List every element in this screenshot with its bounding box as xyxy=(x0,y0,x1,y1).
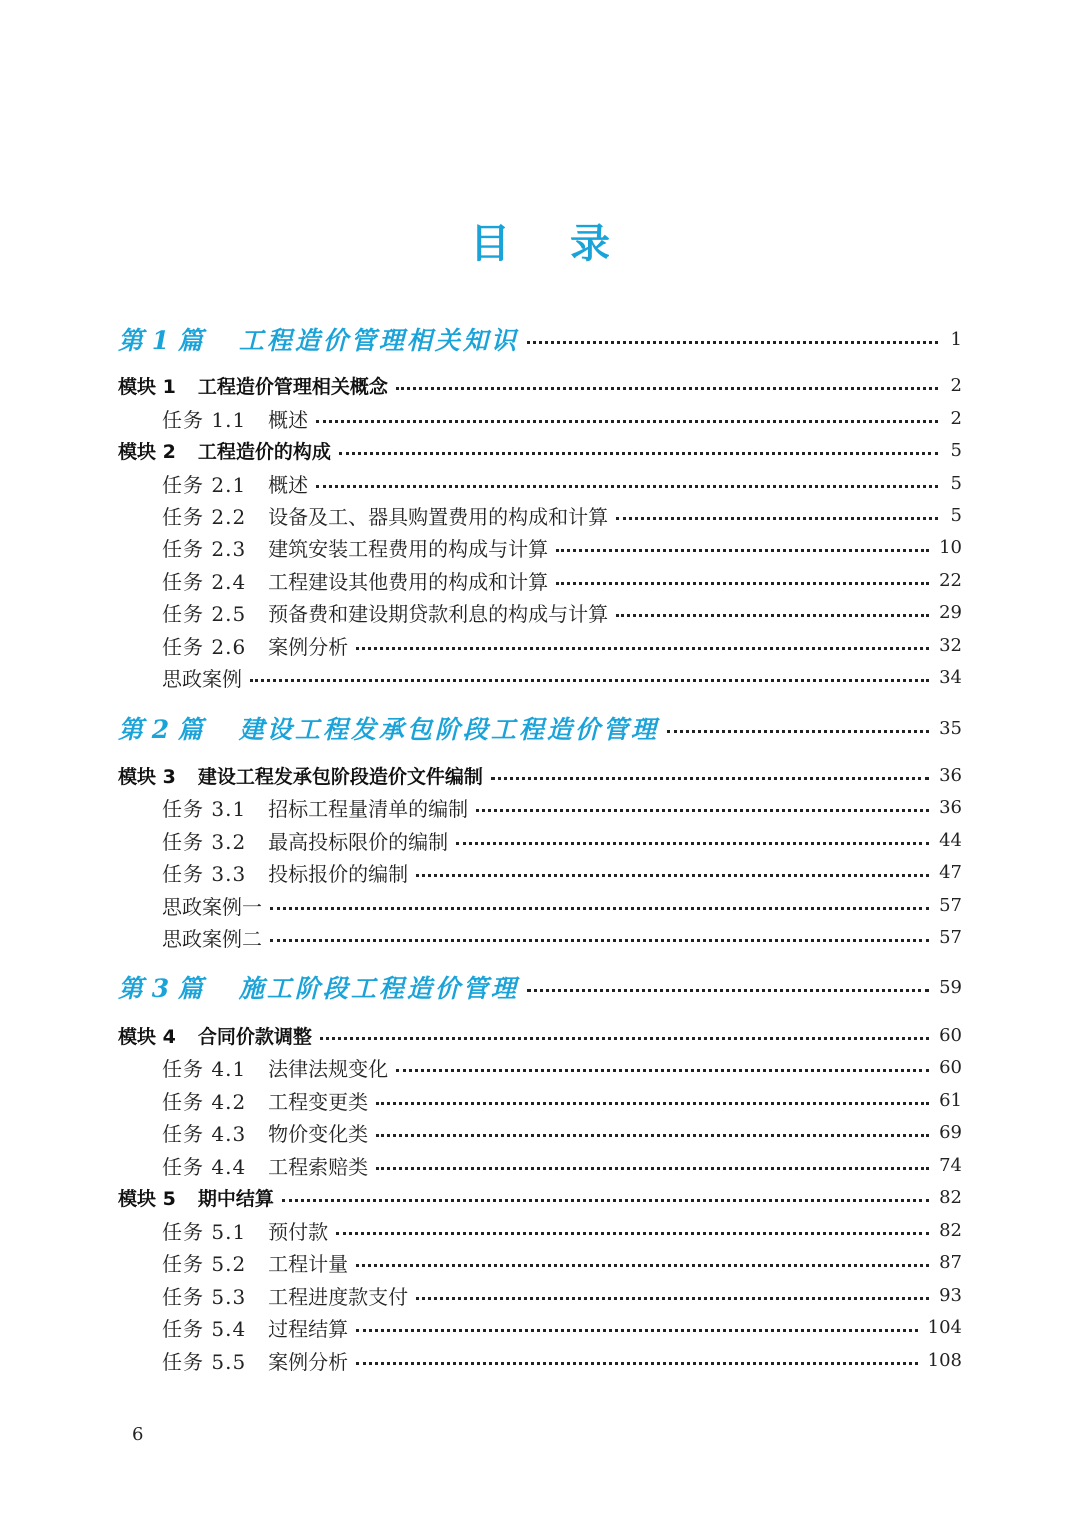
dot-leader xyxy=(320,1037,929,1040)
dot-leader xyxy=(356,1264,929,1267)
dot-leader xyxy=(527,989,929,992)
toc-module-5[interactable] xyxy=(118,1182,962,1212)
toc-task-4-1[interactable] xyxy=(162,1052,962,1082)
toc-task-5-5[interactable] xyxy=(162,1345,962,1375)
page-ref: 1 xyxy=(950,328,962,350)
task-title: 工程建设其他费用的构成和计算 xyxy=(268,569,549,594)
page-ref: 108 xyxy=(927,1349,962,1371)
task-number: 任务 2.4 xyxy=(162,569,247,594)
toc-case-3[interactable] xyxy=(162,922,962,952)
task-title: 建筑安装工程费用的构成与计算 xyxy=(268,536,549,561)
toc-case-1[interactable] xyxy=(162,662,962,692)
case-title: 思政案例 xyxy=(162,666,242,691)
dot-leader xyxy=(396,1069,929,1072)
page-ref: 44 xyxy=(939,829,962,851)
case-title: 思政案例二 xyxy=(162,926,262,951)
dot-leader xyxy=(356,1362,917,1365)
dot-leader xyxy=(416,874,929,877)
module-number: 模块 4 xyxy=(118,1025,176,1048)
dot-leader xyxy=(270,939,929,942)
page-ref: 2 xyxy=(950,407,962,429)
page-ref: 104 xyxy=(927,1316,962,1338)
page-ref: 36 xyxy=(939,764,962,786)
page-ref: 34 xyxy=(939,666,962,688)
dot-leader xyxy=(250,679,929,682)
toc-task-5-2[interactable] xyxy=(162,1247,962,1277)
page-ref: 47 xyxy=(939,861,962,883)
task-number: 任务 5.2 xyxy=(162,1251,247,1276)
module-number: 模块 1 xyxy=(118,375,176,398)
task-number: 任务 2.5 xyxy=(162,601,247,626)
dot-leader xyxy=(396,387,938,390)
module-title: 合同价款调整 xyxy=(197,1025,312,1048)
page-ref: 36 xyxy=(939,796,962,818)
dot-leader xyxy=(356,1329,917,1332)
dot-leader xyxy=(376,1167,929,1170)
toc-module-2[interactable] xyxy=(118,435,962,465)
task-number: 任务 4.2 xyxy=(162,1089,247,1114)
page-ref: 22 xyxy=(939,569,962,591)
page-ref: 35 xyxy=(939,717,962,739)
task-number: 任务 3.1 xyxy=(162,796,247,821)
task-title: 预付款 xyxy=(268,1219,329,1244)
part-number: 第 2 篇 xyxy=(118,715,203,744)
task-title: 工程进度款支付 xyxy=(268,1284,409,1309)
task-number: 任务 2.6 xyxy=(162,634,247,659)
task-title: 最高投标限价的编制 xyxy=(268,829,449,854)
page-ref: 2 xyxy=(950,374,962,396)
toc-task-4-2[interactable] xyxy=(162,1085,962,1115)
toc-task-4-4[interactable] xyxy=(162,1150,962,1180)
part-number: 第 1 篇 xyxy=(118,326,203,355)
toc-title-first: 目 xyxy=(470,220,510,267)
task-number: 任务 4.4 xyxy=(162,1154,247,1179)
toc-task-2-1[interactable] xyxy=(162,468,962,498)
page-ref: 60 xyxy=(939,1056,962,1078)
dot-leader xyxy=(416,1297,929,1300)
dot-leader xyxy=(616,517,938,520)
module-title: 工程造价管理相关概念 xyxy=(197,375,388,398)
task-number: 任务 5.3 xyxy=(162,1284,247,1309)
toc-task-2-3[interactable] xyxy=(162,532,962,562)
page-ref: 10 xyxy=(939,536,962,558)
case-title: 思政案例一 xyxy=(162,894,262,919)
dot-leader xyxy=(356,647,929,650)
module-number: 模块 2 xyxy=(118,440,176,463)
dot-leader xyxy=(556,549,929,552)
toc-task-5-1[interactable] xyxy=(162,1215,962,1245)
task-title: 工程变更类 xyxy=(268,1089,369,1114)
dot-leader xyxy=(491,777,929,780)
part-title: 施工阶段工程造价管理 xyxy=(238,974,519,1003)
dot-leader xyxy=(527,341,938,344)
page-ref: 69 xyxy=(939,1121,962,1143)
task-title: 案例分析 xyxy=(268,1349,349,1374)
module-number: 模块 3 xyxy=(118,765,176,788)
task-number: 任务 3.2 xyxy=(162,829,247,854)
page-ref: 57 xyxy=(939,926,962,948)
dot-leader xyxy=(476,809,929,812)
task-number: 任务 4.3 xyxy=(162,1121,247,1146)
task-number: 任务 4.1 xyxy=(162,1056,247,1081)
part-number: 第 3 篇 xyxy=(118,974,203,1003)
task-title: 设备及工、器具购置费用的构成和计算 xyxy=(268,504,609,529)
module-number: 模块 5 xyxy=(118,1187,176,1210)
page-ref: 60 xyxy=(939,1024,962,1046)
toc-task-2-6[interactable] xyxy=(162,630,962,660)
dot-leader xyxy=(667,730,929,733)
page-ref: 59 xyxy=(939,976,962,998)
task-number: 任务 3.3 xyxy=(162,861,247,886)
dot-leader xyxy=(556,582,929,585)
toc-task-1-1[interactable] xyxy=(162,403,962,433)
toc-task-4-3[interactable] xyxy=(162,1117,962,1147)
task-title: 过程结算 xyxy=(268,1316,349,1341)
dot-leader xyxy=(282,1199,929,1202)
page-ref: 82 xyxy=(939,1219,962,1241)
dot-leader xyxy=(316,485,938,488)
toc-task-2-4[interactable] xyxy=(162,565,962,595)
toc-case-2[interactable] xyxy=(162,890,962,920)
toc-task-3-1[interactable] xyxy=(162,792,962,822)
task-title: 概述 xyxy=(268,407,309,432)
module-title: 期中结算 xyxy=(197,1187,274,1210)
toc-module-1[interactable] xyxy=(118,370,962,400)
dot-leader xyxy=(316,420,938,423)
toc-module-3[interactable] xyxy=(118,760,962,790)
module-title: 建设工程发承包阶段造价文件编制 xyxy=(197,765,483,788)
dot-leader xyxy=(456,842,929,845)
page-ref: 5 xyxy=(950,439,962,461)
task-title: 案例分析 xyxy=(268,634,349,659)
toc-task-3-3[interactable] xyxy=(162,857,962,887)
page-ref: 74 xyxy=(939,1154,962,1176)
page-ref: 29 xyxy=(939,601,962,623)
module-title: 工程造价的构成 xyxy=(197,440,331,463)
toc-task-5-3[interactable] xyxy=(162,1280,962,1310)
task-title: 招标工程量清单的编制 xyxy=(268,796,469,821)
page-ref: 87 xyxy=(939,1251,962,1273)
page-ref: 32 xyxy=(939,634,962,656)
toc-task-2-5[interactable] xyxy=(162,597,962,627)
toc-task-3-2[interactable] xyxy=(162,825,962,855)
task-number: 任务 1.1 xyxy=(162,407,247,432)
task-title: 工程计量 xyxy=(268,1251,349,1276)
page-ref: 5 xyxy=(950,472,962,494)
task-number: 任务 2.2 xyxy=(162,504,247,529)
toc-module-4[interactable] xyxy=(118,1020,962,1050)
page-ref: 93 xyxy=(939,1284,962,1306)
dot-leader xyxy=(376,1102,929,1105)
part-title: 工程造价管理相关知识 xyxy=(238,326,519,355)
task-number: 任务 5.5 xyxy=(162,1349,247,1374)
dot-leader xyxy=(616,614,929,617)
toc-part-3[interactable] xyxy=(118,967,962,1007)
toc-part-2[interactable] xyxy=(118,708,962,748)
task-title: 物价变化类 xyxy=(268,1121,369,1146)
task-title: 概述 xyxy=(268,472,309,497)
page-number: 6 xyxy=(132,1424,144,1445)
task-number: 任务 5.1 xyxy=(162,1219,247,1244)
task-title: 工程索赔类 xyxy=(268,1154,369,1179)
task-title: 投标报价的编制 xyxy=(268,861,409,886)
dot-leader xyxy=(270,907,929,910)
page-ref: 82 xyxy=(939,1186,962,1208)
page-ref: 57 xyxy=(939,894,962,916)
task-title: 预备费和建设期贷款利息的构成与计算 xyxy=(268,601,609,626)
task-number: 任务 5.4 xyxy=(162,1316,247,1341)
dot-leader xyxy=(376,1134,929,1137)
page-ref: 61 xyxy=(939,1089,962,1111)
part-title: 建设工程发承包阶段工程造价管理 xyxy=(238,715,659,744)
dot-leader xyxy=(339,452,938,455)
toc-title-second: 录 xyxy=(570,220,610,267)
task-number: 任务 2.3 xyxy=(162,536,247,561)
toc-task-2-2[interactable] xyxy=(162,500,962,530)
task-title: 法律法规变化 xyxy=(268,1056,389,1081)
page-ref: 5 xyxy=(950,504,962,526)
task-number: 任务 2.1 xyxy=(162,472,247,497)
toc-part-1[interactable] xyxy=(118,319,962,359)
dot-leader xyxy=(336,1232,929,1235)
toc-task-5-4[interactable] xyxy=(162,1312,962,1342)
